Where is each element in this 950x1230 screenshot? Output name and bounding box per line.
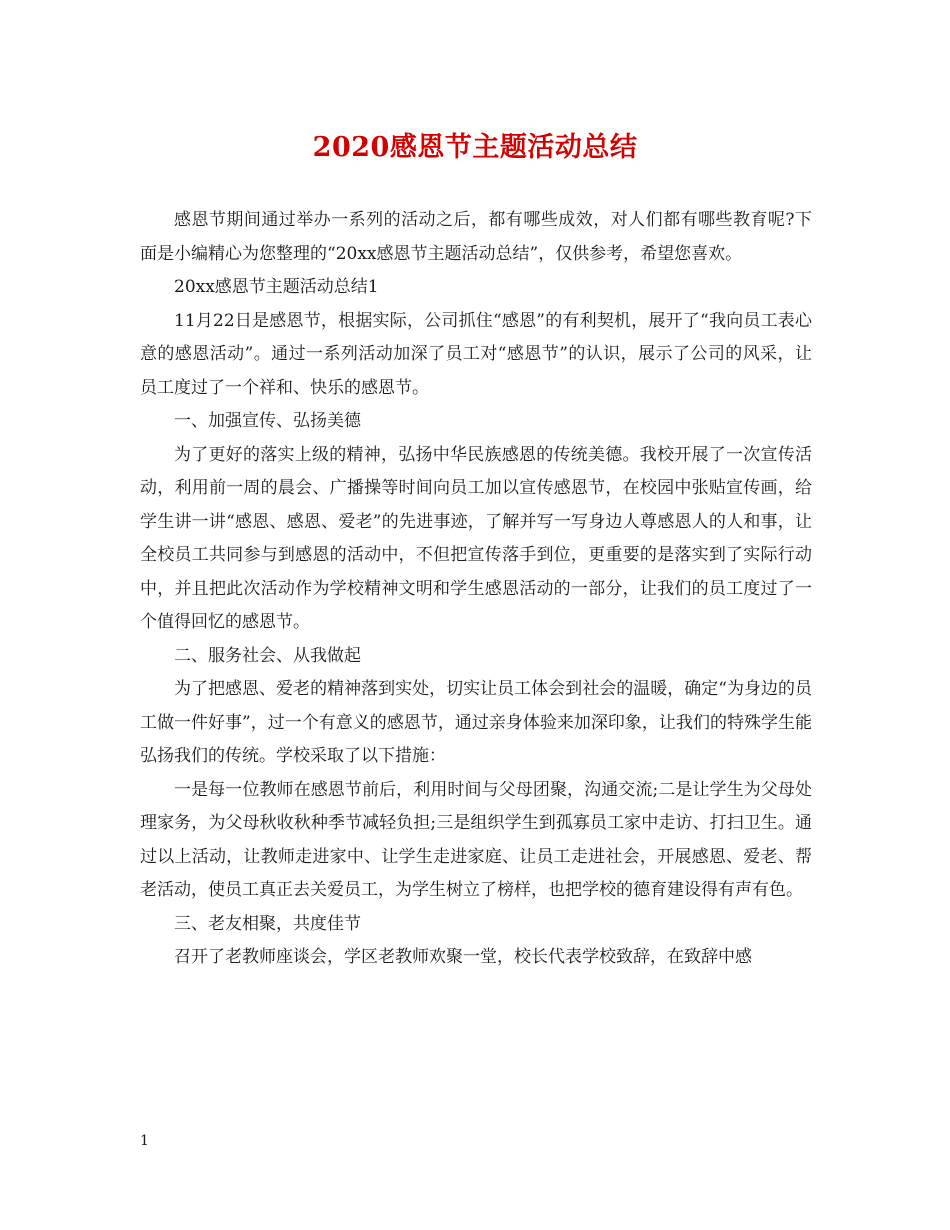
section-heading: 三、老友相聚，共度佳节 bbox=[174, 913, 361, 934]
document-body bbox=[140, 204, 812, 975]
paragraph: 为了把感恩、爱老的精神落到实处，切实让员工体会到社会的温暖，确定“为身边的员工做一件好事”，过一个有意义的感恩节，通过亲身体验来加深印象，让我们的特殊学生能弘扬我们的传统。学校采取了以下措施： bbox=[140, 679, 812, 766]
section-heading: 20xx感恩节主题活动总结1 bbox=[174, 277, 379, 297]
section-heading: 一、加强宣传、弘扬美德 bbox=[174, 411, 361, 431]
paragraph: 一是每一位教师在感恩节前后，利用时间与父母团聚，沟通交流;二是让学生为父母处理家务，为父母秋收秋种季节减轻负担;三是组织学生到孤寡员工家中走访、打扫卫生。通过以上活动，让教师走进家中、让学生走进家庭、让员工走进社会，开展感恩、爱老、帮老活动，使员工真正去关爱员工，为学生树立了榜样，也把学校的德育建设得有声有色。 bbox=[140, 779, 812, 900]
section-heading: 二、服务社会、从我做起 bbox=[174, 645, 361, 666]
paragraph: 为了更好的落实上级的精神，弘扬中华民族感恩的传统美德。我校开展了一次宣传活动，利用前一周的晨会、广播操等时间向员工加以宣传感恩节，在校园中张贴宣传画，给学生讲一讲“感恩、感恩、爱老”的先进事迹，了解并写一写身边人尊感恩人的人和事，让全校员工共同参与到感恩的活动中，不但把宣传落手到位，更重要的是落实到了实际行动中，并且把此次活动作为学校精神文明和学生感恩活动的一部分，让我们的员工度过了一个值得回忆的感恩节。 bbox=[140, 444, 812, 632]
paragraph: 召开了老教师座谈会，学区老教师欢聚一堂，校长代表学校致辞，在致辞中感 bbox=[174, 947, 752, 967]
paragraph-intro: 感恩节期间通过举办一系列的活动之后，都有哪些成效，对人们都有哪些教育呢?下面是小编精心为您整理的“20xx感恩节主题活动总结”，仅供参考，希望您喜欢。 bbox=[140, 210, 812, 264]
page-number: 1 bbox=[140, 1133, 149, 1149]
document-title: 2020感恩节主题活动总结 bbox=[312, 132, 638, 163]
paragraph: 11月22日是感恩节，根据实际，公司抓住“感恩”的有利契机，展开了“我向员工表心意的感恩活动”。通过一系列活动加深了员工对“感恩节”的认识，展示了公司的风采，让员工度过了一个祥和、快乐的感恩节。 bbox=[140, 310, 812, 398]
